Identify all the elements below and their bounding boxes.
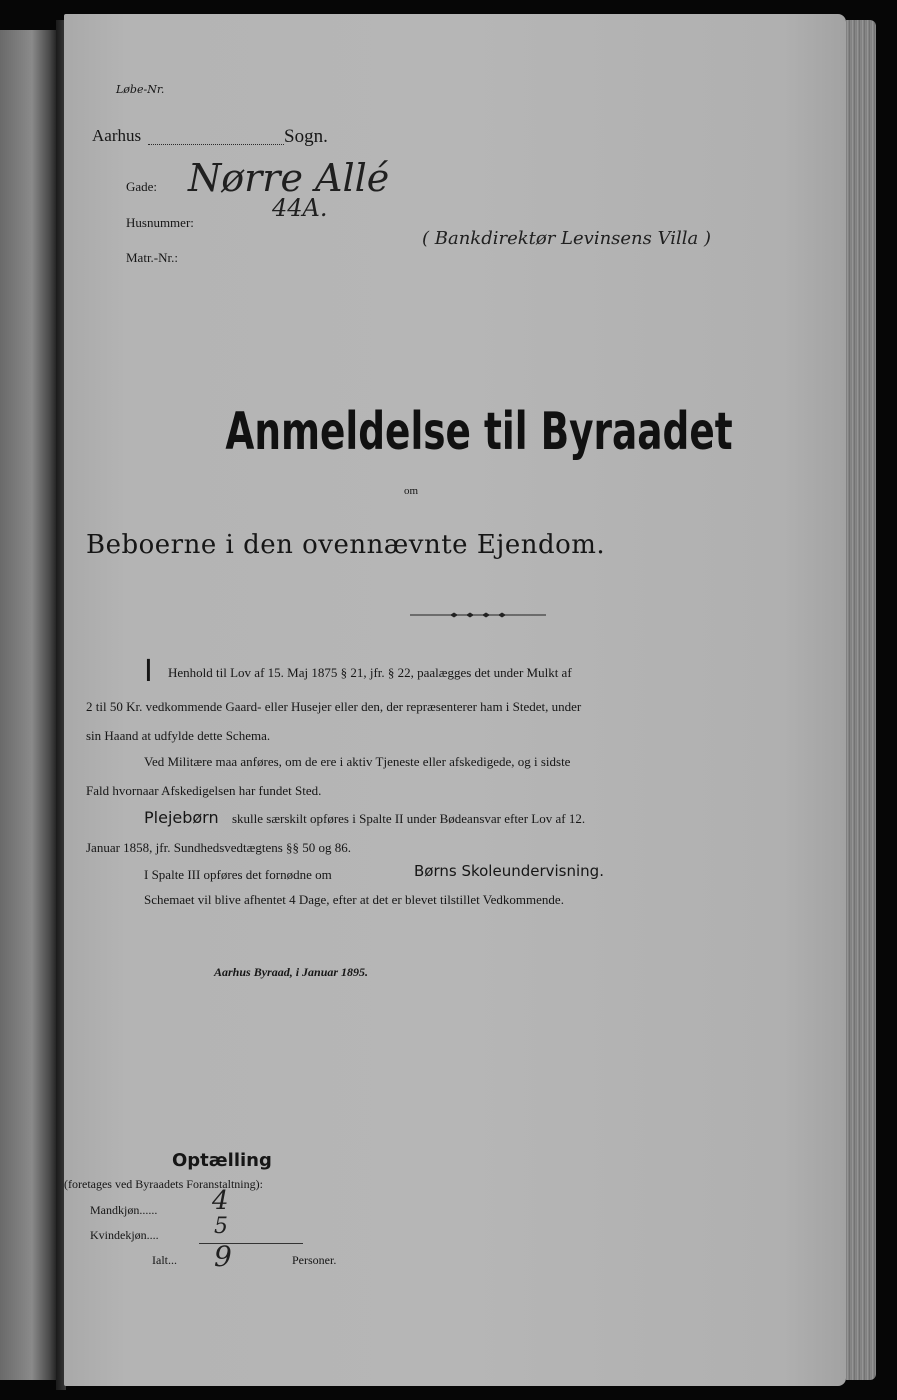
city-label: Aarhus: [92, 126, 142, 145]
lobe-nr-label: Løbe-Nr.: [116, 83, 165, 96]
count-subheading: (foretages ved Byraadets Foranstaltning):: [64, 1177, 263, 1191]
signature-line: Aarhus Byraad, i Januar 1895.: [214, 965, 369, 979]
kvindekjon-value: 5: [214, 1214, 228, 1239]
divider-ornament: [410, 612, 546, 618]
left-page-edge: [0, 30, 58, 1380]
p5-line: Schemaet vil blive afhentet 4 Dage, efter at det er blevet tilstillet Vedkommende.: [144, 892, 564, 907]
sogn-label: Sogn.: [284, 126, 328, 147]
personer-label: Personer.: [292, 1253, 337, 1267]
p1-line2: 2 til 50 Kr. vedkommende Gaard- eller Husejer eller den, der repræsenterer ham i Stedet, under: [86, 699, 582, 714]
mandkjon-label: Mandkjøn......: [90, 1203, 158, 1217]
p1-line3: sin Haand at udfylde dette Schema.: [86, 728, 271, 743]
kvindekjon-label: Kvindekjøn....: [90, 1228, 159, 1242]
ialt-value: 9: [214, 1240, 232, 1273]
owner-note: ( Bankdirektør Levinsens Villa ): [422, 228, 712, 249]
p1-line1: Henhold til Lov af 15. Maj 1875 § 21, jfr. § 22, paalægges det under Mulkt af: [168, 665, 572, 680]
p4-start: I Spalte III opføres det fornødne om: [144, 867, 332, 882]
ialt-label: Ialt...: [152, 1253, 177, 1267]
p3-emph: Plejebørn: [144, 808, 219, 827]
p3-line2: Januar 1858, jfr. Sundhedsvedtægtens §§ 50 og 86.: [86, 840, 352, 855]
drop-cap-i: I: [144, 654, 153, 689]
p4-emph: Børns Skoleundervisning.: [414, 862, 604, 880]
mandkjon-value: 4: [212, 1186, 229, 1216]
document-title: Anmeldelse til Byraadet: [225, 402, 733, 462]
gade-value: Nørre Allé: [188, 156, 390, 200]
gade-label: Gade:: [126, 179, 158, 194]
husnummer-label: Husnummer:: [126, 215, 194, 230]
page-stack-edges: [846, 20, 876, 1380]
count-heading: Optælling: [172, 1150, 272, 1171]
p2-line1: Ved Militære maa anføres, om de ere i aktiv Tjeneste eller afskedigede, og i sidste: [144, 754, 571, 769]
matr-label: Matr.-Nr.:: [126, 250, 178, 265]
sogn-dotted-line: [148, 144, 284, 145]
title-om: om: [404, 485, 419, 497]
husnummer-value: 44A.: [272, 194, 328, 222]
form-page: [64, 14, 846, 1386]
p3-line1: skulle særskilt opføres i Spalte II under Bødeansvar efter Lov af 12.: [232, 811, 586, 826]
document-subtitle: Beboerne i den ovennævnte Ejendom.: [86, 530, 606, 560]
p2-line2: Fald hvornaar Afskedigelsen har fundet Sted.: [86, 783, 322, 798]
